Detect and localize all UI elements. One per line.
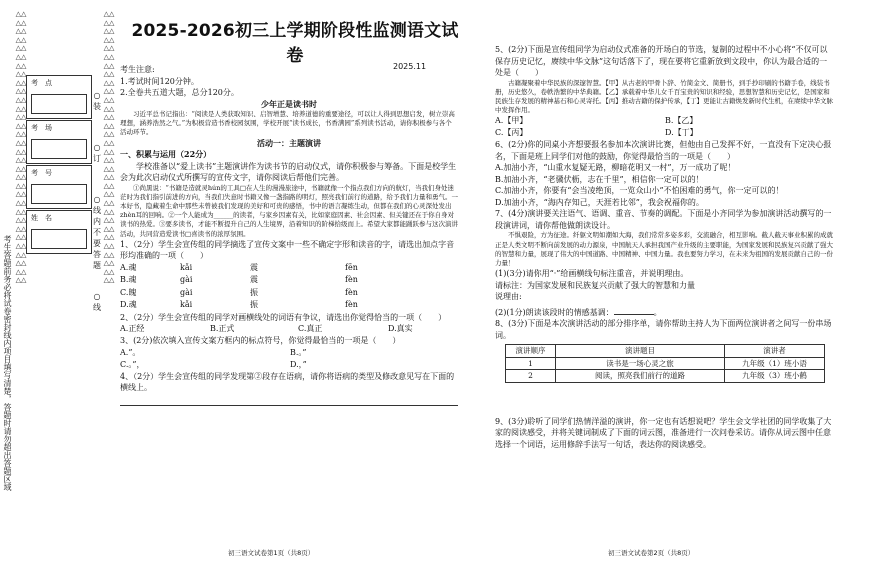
q3-options	[120, 347, 458, 371]
q5-option[interactable]: D.【丁】	[665, 128, 698, 138]
triangle-border-right: △△△△△△△△△△△△△△△△△△△△△△△△△△△△△△△△△△△△△△△△△△△△△△△△△△△△△△△△△△△△△△△△	[103, 10, 115, 285]
part-heading: 一、积累与运用（22分）	[120, 149, 212, 160]
q1-option[interactable]: A.魂	[120, 262, 137, 272]
q1-option-pinyin: fèn	[345, 275, 358, 285]
binding-margin	[0, 0, 120, 579]
triangle-border-left: △△△△△△△△△△△△△△△△△△△△△△△△△△△△△△△△△△△△△△△△△△△△△△△△△△△△△△△△△△△△△△△△	[15, 10, 27, 285]
q5-options	[495, 115, 835, 139]
q2-option[interactable]: C.真正	[298, 324, 323, 334]
q5-passage: 古籍凝聚着中华民族的深邃智慧。【甲】从古老的甲骨卜辞、竹简金文、简册书，到手抄印刷的书籍手卷，线装书册，历史悠久，卷帙浩繁的中华典籍。【乙】承载着中华儿女千百宝贵的知识和经验，思想智慧和历史记忆，是国家和民族生存发展的精神基石和心灵寄托。【丙】推动古籍的保护传承，【丁】更能让古籍焕发新时代生机，在赓续中华文脉中发挥作用。	[495, 78, 833, 115]
q7-sub2: (2)(1分)朗读该段时的情感基调： 。	[495, 307, 662, 317]
q1-option-char: 振	[250, 300, 258, 310]
q1-option[interactable]: C.魄	[120, 287, 137, 297]
activity-title: 少年正是读书时	[261, 98, 317, 109]
table-cell: 九年级（1）班小语	[725, 357, 825, 370]
table-header-row	[506, 345, 825, 358]
field-input-box[interactable]	[31, 184, 87, 204]
intro-text: 习近平总书记指出：“阅读是人类获取知识、启智增慧、培养道德的重要途径，可以让人得到思想启发，树立崇高理想，涵养浩然之气。”为积极营造书香校园氛围，学校开展“读书成长，书香满园”系列读书活动，请你积极参与各个活动环节。	[120, 110, 455, 137]
q3-option[interactable]: B.。”	[290, 347, 307, 357]
passage-text: ①尚黑说：“书籍是造就灵hún的工具□在人生的漫漫旅途中，书籍就像一个指点我们方向的航灯，当我们身处迷茫时为我们指引前进的方向，当我们失意时书籍又像一盏指路的明灯，照亮我们前行的道路，给予我们力量和勇气。一本好书，隐藏着生命中那些未曾被我们发现的美好和可贵的感悟，书中的语言凝练生动，但都在我们的心灵深处发出zhèn耳的回响。②一个人能成为______的读者，与家乡因素有关，比如家庭因素、社会因素、但关键还在于你自身对读书的热爱。③要多读书，才能不断提升自己的人生境界，沿着知识的阶梯拾级而上。希望大家都能踊跃参与这次演讲活动，共同营造爱读书□喜读书的浓厚氛围。	[120, 183, 458, 238]
q6-option[interactable]: D.加油小齐，“海内存知己，天涯若比邻”，我会祝福你的。	[495, 197, 704, 207]
q7-sub1: (1)(3分)请你用“·”给画横线句标注重音，并说明理由。	[495, 269, 689, 279]
exam-title: 2025-2026初三上学期阶段性监测语文试卷	[131, 21, 459, 66]
q5-option[interactable]: C.【丙】	[495, 128, 528, 138]
q1-option-pinyin: gài	[180, 287, 193, 297]
field-exam-number[interactable]	[26, 165, 92, 209]
q6-option[interactable]: C.加油小齐，你要有“会当凌绝顶，一览众山小”不怕困难的勇气，你一定可以的！	[495, 186, 784, 196]
table-header: 演讲顺序	[506, 345, 556, 358]
q1-option-pinyin: kǎi	[180, 300, 193, 310]
q1-option-char: 震	[250, 275, 258, 285]
question-8: 8、(3分)下面是本次演讲活动的部分排序单，请你帮助主持人为下面两位演讲者之间写一份串场词。	[495, 319, 832, 340]
notice-heading: 考生注意:	[120, 65, 155, 74]
q1-options	[120, 262, 458, 312]
q1-option[interactable]: B.魂	[120, 275, 137, 285]
table-header: 演讲者	[725, 345, 825, 358]
table-cell: 2	[506, 370, 556, 383]
question-6: 6、(2分)你的同桌小齐想要报名参加本次演讲比赛，但他由自己发挥不好，一直没有下定决心报名，下面是班上同学们对他的鼓励，你觉得最恰当的一项是（ ）	[495, 140, 832, 161]
page-footer-left: 初三语文试卷第1页（共8页）	[228, 549, 315, 557]
q2-option[interactable]: D.真实	[388, 324, 413, 334]
table-cell: 九年级（3）班小鹤	[725, 370, 825, 383]
field-label: 考 场	[31, 124, 52, 132]
field-input-box[interactable]	[31, 94, 87, 114]
q5-option[interactable]: A.【甲】	[495, 116, 528, 126]
question-3: 3、(2分)依次填入宣传文案方框内的标点符号，你觉得最恰当的一项是（ ）	[120, 336, 401, 346]
section-label: 活动一：主题演讲	[257, 137, 321, 148]
table-cell: 读书是一场心灵之旅	[556, 357, 725, 370]
table-row	[506, 370, 825, 383]
question-2: 2、（2分）学生会宣传组的同学对画横线处的词语有争议，请选出你觉得恰当的一项（ ）	[120, 312, 447, 322]
question-7: 7、(4分)演讲要关注语气、语调、重音、节奏的调配。下面是小齐同学为参加演讲活动撰写的一段演讲词，请你帮他做朗读设计。	[495, 209, 832, 230]
q1-option-pinyin: fèn	[345, 287, 358, 297]
answer-line[interactable]	[120, 395, 458, 406]
q1-option-pinyin: gài	[180, 275, 193, 285]
exam-date: 2025.11	[393, 62, 427, 71]
field-exam-site[interactable]	[26, 75, 92, 119]
field-input-box[interactable]	[31, 229, 87, 249]
q6-option[interactable]: B.加油小齐，“老骥伏枥，志在千里”，相信你一定可以的！	[495, 174, 704, 184]
field-input-box[interactable]	[31, 139, 87, 159]
field-label: 考 点	[31, 79, 52, 87]
q2-options	[120, 323, 458, 335]
q1-option[interactable]: D.魂	[120, 300, 137, 310]
q1-option-pinyin: kǎi	[180, 262, 193, 272]
answer-blank[interactable]	[614, 314, 654, 315]
question-9: 9、(3分)聆听了同学们热情洋溢的演讲，你一定也有话想说吧？学生会文学社团的同学收集了大家的阅读感受，并将关键词制成了下面的词云图，准备进行一次问卷采访。请你从词云图中任意选择一个词语，运用修辞手法写一句话，表达你的阅读感受。	[495, 416, 832, 449]
q7-sub1-text: 请标注：为国家发展和民族复兴贡献了强大的智慧和力量	[495, 280, 695, 290]
q3-option[interactable]: C.。”，	[120, 359, 145, 369]
q7-passage: 不惧艰险，方为征途。纤躯文明如潮如大海，我们常常多姿多彩，交流融合，相互影响。截人截天事业积累的成就正是人类文明不断向前发展的动力源泉，中国航天人承担我国产业升级的主要职能，为国家发展和民族复兴贡献了强大的智慧和力量，展现了伟大的中国道路、中国精神、中国力量。我也要努力学习，在未来为祖国的发展贡献自己的一份力量！	[495, 231, 833, 267]
q1-option-pinyin: fèn	[345, 300, 358, 310]
q1-option-char: 震	[250, 262, 258, 272]
q1-option-pinyin: fēn	[345, 262, 358, 272]
speaker-table	[505, 344, 825, 383]
question-5: 5、(2分)下面是宣传组同学为启动仪式准备的开场白的节选，复制的过程中不小心将“不仅可以保存历史记忆，赓续中华文脉”这句话落下了，现在要将它重新放到文段中，你认为最合适的一处是（ ）	[495, 45, 828, 77]
notice-item: 1.考试时间120分钟。	[120, 76, 199, 86]
passage-intro: 学校准备以“爱上读书”主题演讲作为读书节的启动仪式，请你积极参与筹备。下面是校学生会为此次启动仪式所撰写的宣传文字，请你阅读后帮他们完善。	[120, 161, 457, 183]
seal-line-text: ○ 装 ○ 订 ○ 线 内 不 要 答 题 ○ 线	[93, 91, 101, 312]
question-1: 1、（2分）学生会宣传组的同学摘选了宣传文案中一些不确定字形和读音的字，请选出加点字音形均准确的一项（ ）	[120, 239, 455, 261]
q1-option-char: 振	[250, 287, 258, 297]
question-4: 4、（2分）学生会宣传组的同学发现第②段存在语病，请你将语病的类型及修改意见写在下面的横线上。	[120, 371, 455, 393]
left-column	[120, 64, 458, 407]
field-exam-room[interactable]	[26, 120, 92, 164]
table-header: 演讲题目	[556, 345, 725, 358]
table-cell: 1	[506, 357, 556, 370]
q2-option[interactable]: B.正式	[210, 324, 235, 334]
field-label: 姓 名	[31, 214, 52, 222]
right-column	[495, 44, 835, 450]
q7-sub1-reason[interactable]: 说理由:	[495, 292, 522, 302]
q2-option[interactable]: A.正经	[120, 324, 145, 334]
binding-side-note: 考生答题前务必将试卷密封线内项目填写清楚，答题时请勿超出答题区域	[3, 235, 12, 491]
table-cell: 阅读，照亮我们前行的道路	[556, 370, 725, 383]
q3-option[interactable]: D.，”	[290, 359, 307, 369]
field-label: 考 号	[31, 169, 52, 177]
table-row	[506, 357, 825, 370]
page-footer-right: 初三语文试卷第2页（共8页）	[608, 549, 695, 557]
notice-item: 2.全卷共五道大题，总分120分。	[120, 88, 239, 97]
q3-option[interactable]: A.”。	[120, 347, 141, 357]
q5-option[interactable]: B.【乙】	[665, 116, 698, 126]
q6-option[interactable]: A.加油小齐，“山重水复疑无路，柳暗花明又一村”，万一成功了呢！	[495, 163, 736, 173]
field-name[interactable]	[26, 210, 92, 254]
